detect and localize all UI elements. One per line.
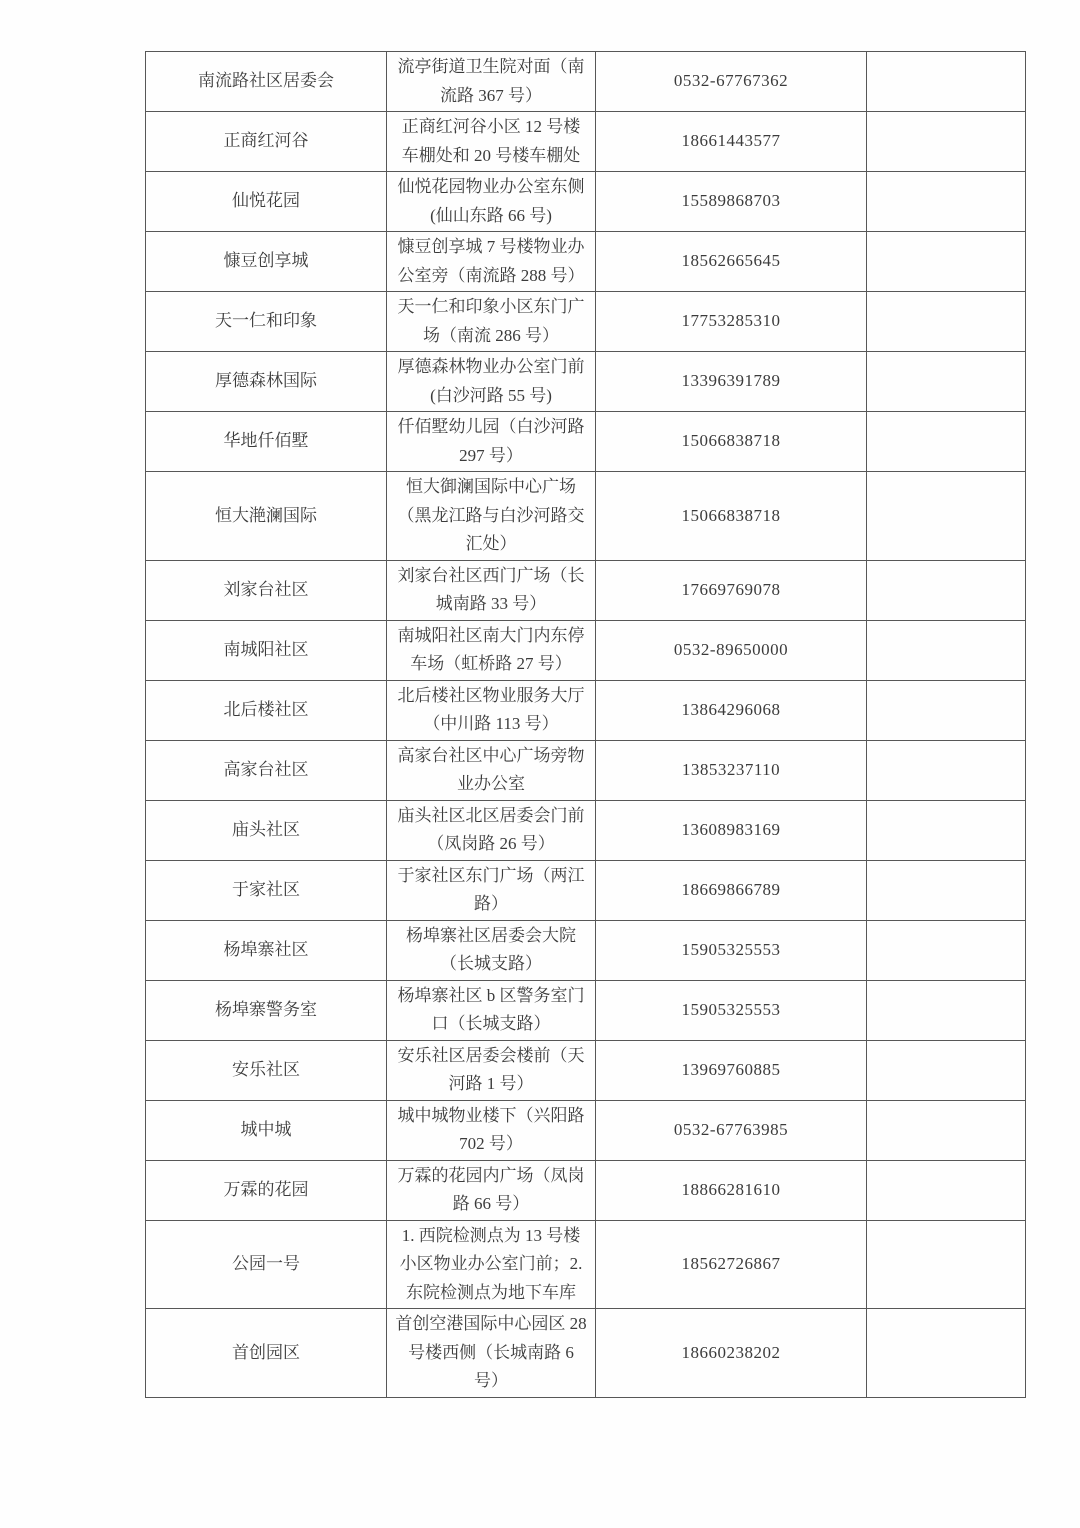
location-cell: 城中城物业楼下（兴阳路 702 号）	[387, 1100, 596, 1160]
location-cell: 高家台社区中心广场旁物业办公室	[387, 740, 596, 800]
location-cell: 杨埠寨社区居委会大院（长城支路）	[387, 920, 596, 980]
table-row	[146, 560, 1026, 620]
phone-cell: 17669769078	[596, 560, 867, 620]
location-cell: 南城阳社区南大门内东停车场（虹桥路 27 号）	[387, 620, 596, 680]
community-name-cell: 杨埠寨社区	[146, 920, 387, 980]
location-cell: 万霖的花园内广场（凤岗路 66 号）	[387, 1160, 596, 1220]
table-row	[146, 1040, 1026, 1100]
phone-cell: 13969760885	[596, 1040, 867, 1100]
table-row	[146, 1160, 1026, 1220]
table-row	[146, 800, 1026, 860]
community-name-cell: 城中城	[146, 1100, 387, 1160]
community-name-cell: 天一仁和印象	[146, 292, 387, 352]
community-name-cell: 南流路社区居委会	[146, 52, 387, 112]
community-name-cell: 北后楼社区	[146, 680, 387, 740]
phone-cell: 0532-89650000	[596, 620, 867, 680]
empty-note-cell	[867, 1160, 1026, 1220]
table-row	[146, 1100, 1026, 1160]
empty-note-cell	[867, 112, 1026, 172]
community-name-cell: 于家社区	[146, 860, 387, 920]
location-cell: 于家社区东门广场（两江路）	[387, 860, 596, 920]
community-name-cell: 安乐社区	[146, 1040, 387, 1100]
table-row	[146, 232, 1026, 292]
empty-note-cell	[867, 472, 1026, 561]
location-cell: 首创空港国际中心园区 28 号楼西侧（长城南路 6 号）	[387, 1309, 596, 1398]
phone-cell: 17753285310	[596, 292, 867, 352]
community-name-cell: 慷豆创享城	[146, 232, 387, 292]
phone-cell: 13608983169	[596, 800, 867, 860]
community-name-cell: 厚德森林国际	[146, 352, 387, 412]
community-name-cell: 庙头社区	[146, 800, 387, 860]
empty-note-cell	[867, 1220, 1026, 1309]
community-name-cell: 高家台社区	[146, 740, 387, 800]
empty-note-cell	[867, 980, 1026, 1040]
table-row	[146, 620, 1026, 680]
community-name-cell: 华地仟佰墅	[146, 412, 387, 472]
community-name-cell: 杨埠寨警务室	[146, 980, 387, 1040]
phone-cell: 15905325553	[596, 980, 867, 1040]
empty-note-cell	[867, 1040, 1026, 1100]
testing-points-table-wrap	[145, 51, 1026, 1398]
phone-cell: 15905325553	[596, 920, 867, 980]
empty-note-cell	[867, 232, 1026, 292]
empty-note-cell	[867, 1309, 1026, 1398]
table-row	[146, 112, 1026, 172]
empty-note-cell	[867, 560, 1026, 620]
table-row	[146, 980, 1026, 1040]
table-row	[146, 1220, 1026, 1309]
community-name-cell: 正商红河谷	[146, 112, 387, 172]
location-cell: 刘家台社区西门广场（长城南路 33 号）	[387, 560, 596, 620]
phone-cell: 18660238202	[596, 1309, 867, 1398]
phone-cell: 13396391789	[596, 352, 867, 412]
phone-cell: 13853237110	[596, 740, 867, 800]
phone-cell: 15589868703	[596, 172, 867, 232]
table-row	[146, 740, 1026, 800]
table-row	[146, 412, 1026, 472]
location-cell: 流亭街道卫生院对面（南流路 367 号）	[387, 52, 596, 112]
location-cell: 庙头社区北区居委会门前（凤岗路 26 号）	[387, 800, 596, 860]
location-cell: 北后楼社区物业服务大厅（中川路 113 号）	[387, 680, 596, 740]
empty-note-cell	[867, 352, 1026, 412]
table-row	[146, 1309, 1026, 1398]
empty-note-cell	[867, 620, 1026, 680]
table-row	[146, 860, 1026, 920]
location-cell: 仙悦花园物业办公室东侧(仙山东路 66 号)	[387, 172, 596, 232]
empty-note-cell	[867, 1100, 1026, 1160]
testing-points-table	[145, 51, 1026, 1398]
table-body	[146, 52, 1026, 1398]
phone-cell: 0532-67767362	[596, 52, 867, 112]
empty-note-cell	[867, 860, 1026, 920]
phone-cell: 15066838718	[596, 472, 867, 561]
phone-cell: 18669866789	[596, 860, 867, 920]
location-cell: 杨埠寨社区 b 区警务室门口（长城支路）	[387, 980, 596, 1040]
location-cell: 正商红河谷小区 12 号楼车棚处和 20 号楼车棚处	[387, 112, 596, 172]
phone-cell: 15066838718	[596, 412, 867, 472]
phone-cell: 0532-67763985	[596, 1100, 867, 1160]
table-row	[146, 292, 1026, 352]
community-name-cell: 公园一号	[146, 1220, 387, 1309]
empty-note-cell	[867, 920, 1026, 980]
location-cell: 1. 西院检测点为 13 号楼小区物业办公室门前；2. 东院检测点为地下车库	[387, 1220, 596, 1309]
table-row	[146, 472, 1026, 561]
community-name-cell: 恒大滟澜国际	[146, 472, 387, 561]
community-name-cell: 万霖的花园	[146, 1160, 387, 1220]
location-cell: 厚德森林物业办公室门前(白沙河路 55 号)	[387, 352, 596, 412]
phone-cell: 18562665645	[596, 232, 867, 292]
table-row	[146, 680, 1026, 740]
empty-note-cell	[867, 800, 1026, 860]
location-cell: 仟佰墅幼儿园（白沙河路 297 号）	[387, 412, 596, 472]
table-row	[146, 352, 1026, 412]
empty-note-cell	[867, 680, 1026, 740]
empty-note-cell	[867, 412, 1026, 472]
empty-note-cell	[867, 740, 1026, 800]
phone-cell: 18661443577	[596, 112, 867, 172]
table-row	[146, 52, 1026, 112]
empty-note-cell	[867, 52, 1026, 112]
phone-cell: 13864296068	[596, 680, 867, 740]
location-cell: 恒大御澜国际中心广场（黑龙江路与白沙河路交汇处）	[387, 472, 596, 561]
community-name-cell: 刘家台社区	[146, 560, 387, 620]
community-name-cell: 仙悦花园	[146, 172, 387, 232]
table-row	[146, 920, 1026, 980]
location-cell: 慷豆创享城 7 号楼物业办公室旁（南流路 288 号）	[387, 232, 596, 292]
location-cell: 安乐社区居委会楼前（天河路 1 号）	[387, 1040, 596, 1100]
empty-note-cell	[867, 172, 1026, 232]
table-row	[146, 172, 1026, 232]
community-name-cell: 首创园区	[146, 1309, 387, 1398]
empty-note-cell	[867, 292, 1026, 352]
location-cell: 天一仁和印象小区东门广场（南流 286 号）	[387, 292, 596, 352]
community-name-cell: 南城阳社区	[146, 620, 387, 680]
phone-cell: 18562726867	[596, 1220, 867, 1309]
phone-cell: 18866281610	[596, 1160, 867, 1220]
